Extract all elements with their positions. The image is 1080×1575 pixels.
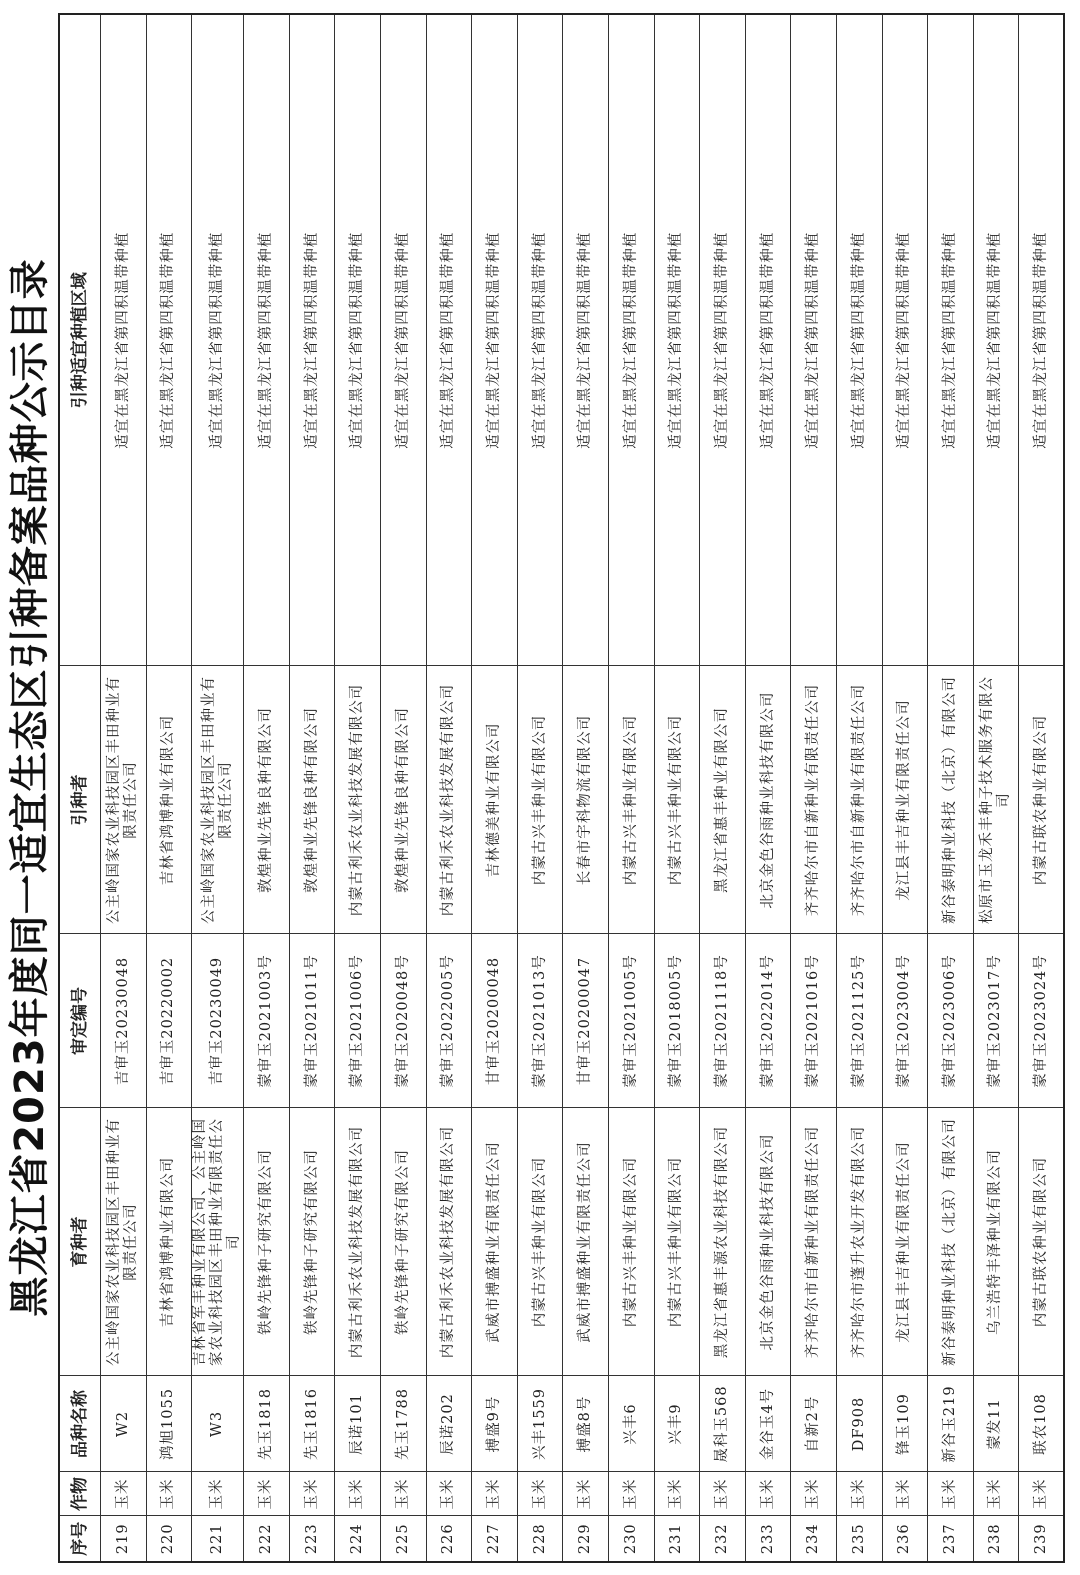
- table-row: [745, 14, 791, 1562]
- cell-region: 适宜在黑龙江省第四积温带种植: [654, 14, 700, 666]
- cell-region: 适宜在黑龙江省第四积温带种植: [928, 14, 974, 666]
- cell-code: 蒙审玉2023024号: [1019, 934, 1065, 1108]
- cell-variety: 自新2号: [791, 1376, 837, 1472]
- variety-table: [58, 13, 1065, 1563]
- header-seq: 序号: [59, 1516, 101, 1562]
- cell-code: 吉审玉20220002: [146, 934, 192, 1108]
- cell-code: 蒙审玉2021005号: [608, 934, 654, 1108]
- table-row: [146, 14, 192, 1562]
- cell-seq: 219: [101, 1516, 147, 1562]
- cell-region: 适宜在黑龙江省第四积温带种植: [608, 14, 654, 666]
- cell-seq: 237: [928, 1516, 974, 1562]
- cell-seq: 223: [289, 1516, 335, 1562]
- cell-breeder: 铁岭先锋种子研究有限公司: [380, 1108, 426, 1376]
- table-row: [654, 14, 700, 1562]
- cell-variety: 先玉1818: [244, 1376, 290, 1472]
- cell-region: 适宜在黑龙江省第四积温带种植: [791, 14, 837, 666]
- cell-seq: 229: [563, 1516, 609, 1562]
- cell-introducer: 齐齐哈尔市自新种业有限责任公司: [836, 666, 882, 934]
- cell-breeder: 武威市搏盛种业有限责任公司: [472, 1108, 518, 1376]
- cell-region: 适宜在黑龙江省第四积温带种植: [192, 14, 244, 666]
- cell-crop: 玉米: [335, 1472, 381, 1516]
- cell-region: 适宜在黑龙江省第四积温带种植: [1019, 14, 1065, 666]
- cell-breeder: 北京金色谷雨种业科技有限公司: [745, 1108, 791, 1376]
- cell-crop: 玉米: [517, 1472, 563, 1516]
- cell-seq: 230: [608, 1516, 654, 1562]
- cell-introducer: 公主岭国家农业科技园区丰田种业有限责任公司: [192, 666, 244, 934]
- cell-region: 适宜在黑龙江省第四积温带种植: [745, 14, 791, 666]
- cell-region: 适宜在黑龙江省第四积温带种植: [101, 14, 147, 666]
- cell-variety: W2: [101, 1376, 147, 1472]
- table-row: [700, 14, 746, 1562]
- cell-variety: 兴丰1559: [517, 1376, 563, 1472]
- cell-introducer: 黑龙江省惠丰种业有限公司: [700, 666, 746, 934]
- cell-code: 蒙审玉2021016号: [791, 934, 837, 1108]
- cell-introducer: 长春市宇科物流有限公司: [563, 666, 609, 934]
- cell-seq: 228: [517, 1516, 563, 1562]
- cell-seq: 224: [335, 1516, 381, 1562]
- cell-introducer: 内蒙古兴丰种业有限公司: [654, 666, 700, 934]
- cell-breeder: 齐齐哈尔市自新种业有限责任公司: [791, 1108, 837, 1376]
- table-row: [426, 14, 472, 1562]
- table-row: [973, 14, 1019, 1562]
- cell-crop: 玉米: [192, 1472, 244, 1516]
- header-breeder: 育种者: [59, 1108, 101, 1376]
- cell-code: 蒙审玉2023004号: [882, 934, 928, 1108]
- cell-breeder: 铁岭先锋种子研究有限公司: [244, 1108, 290, 1376]
- cell-introducer: 北京金色谷雨种业科技有限公司: [745, 666, 791, 934]
- cell-breeder: 乌兰浩特丰泽种业有限公司: [973, 1108, 1019, 1376]
- table-row: [472, 14, 518, 1562]
- cell-variety: 辰诺101: [335, 1376, 381, 1472]
- cell-breeder: 公主岭国家农业科技园区丰田种业有限责任公司: [101, 1108, 147, 1376]
- cell-crop: 玉米: [472, 1472, 518, 1516]
- cell-breeder: 内蒙古联农种业有限公司: [1019, 1108, 1065, 1376]
- cell-breeder: 吉林省鸿博种业有限公司: [146, 1108, 192, 1376]
- cell-seq: 239: [1019, 1516, 1065, 1562]
- cell-seq: 236: [882, 1516, 928, 1562]
- cell-seq: 226: [426, 1516, 472, 1562]
- cell-region: 适宜在黑龙江省第四积温带种植: [700, 14, 746, 666]
- table-row: [791, 14, 837, 1562]
- table-row: [380, 14, 426, 1562]
- table-row: [1019, 14, 1065, 1562]
- cell-crop: 玉米: [928, 1472, 974, 1516]
- header-variety: 品种名称: [59, 1376, 101, 1472]
- cell-region: 适宜在黑龙江省第四积温带种植: [973, 14, 1019, 666]
- cell-code: 蒙审玉2022005号: [426, 934, 472, 1108]
- cell-variety: 金谷玉4号: [745, 1376, 791, 1472]
- cell-seq: 232: [700, 1516, 746, 1562]
- cell-crop: 玉米: [791, 1472, 837, 1516]
- cell-crop: 玉米: [608, 1472, 654, 1516]
- cell-variety: DF908: [836, 1376, 882, 1472]
- cell-crop: 玉米: [973, 1472, 1019, 1516]
- cell-introducer: 内蒙古兴丰种业有限公司: [608, 666, 654, 934]
- cell-seq: 234: [791, 1516, 837, 1562]
- cell-code: 蒙审玉2020048号: [380, 934, 426, 1108]
- table-row: [608, 14, 654, 1562]
- cell-seq: 222: [244, 1516, 290, 1562]
- cell-variety: 辰诺202: [426, 1376, 472, 1472]
- cell-crop: 玉米: [101, 1472, 147, 1516]
- cell-crop: 玉米: [1019, 1472, 1065, 1516]
- cell-region: 适宜在黑龙江省第四积温带种植: [563, 14, 609, 666]
- cell-crop: 玉米: [745, 1472, 791, 1516]
- cell-variety: 先玉1788: [380, 1376, 426, 1472]
- cell-introducer: 吉林德美种业有限公司: [472, 666, 518, 934]
- table-row: [244, 14, 290, 1562]
- header-approval-code: 审定编号: [59, 934, 101, 1108]
- header-crop: 作物: [59, 1472, 101, 1516]
- table-row: [289, 14, 335, 1562]
- cell-breeder: 内蒙古兴丰种业有限公司: [608, 1108, 654, 1376]
- cell-region: 适宜在黑龙江省第四积温带种植: [472, 14, 518, 666]
- cell-introducer: 齐齐哈尔市自新种业有限责任公司: [791, 666, 837, 934]
- document-title: 黑龙江省2023年度同一适宜生态区引种备案品种公示目录: [7, 258, 53, 1317]
- cell-seq: 227: [472, 1516, 518, 1562]
- cell-breeder: 武威市搏盛种业有限责任公司: [563, 1108, 609, 1376]
- table-header: [59, 14, 101, 1562]
- cell-variety: 晟科玉568: [700, 1376, 746, 1472]
- header-introducer: 引种者: [59, 666, 101, 934]
- cell-code: 蒙审玉2021003号: [244, 934, 290, 1108]
- cell-introducer: 松原市玉龙禾丰种子技术服务有限公司: [973, 666, 1019, 934]
- cell-code: 蒙审玉2018005号: [654, 934, 700, 1108]
- cell-variety: 新谷玉219: [928, 1376, 974, 1472]
- cell-breeder: 齐齐哈尔市蓬升农业开发有限公司: [836, 1108, 882, 1376]
- cell-variety: 搏盛8号: [563, 1376, 609, 1472]
- cell-variety: 鸿旭1055: [146, 1376, 192, 1472]
- cell-variety: 联农108: [1019, 1376, 1065, 1472]
- cell-code: 蒙审玉2023006号: [928, 934, 974, 1108]
- cell-variety: 蒙发11: [973, 1376, 1019, 1472]
- table-row: [517, 14, 563, 1562]
- cell-seq: 220: [146, 1516, 192, 1562]
- cell-introducer: 内蒙古利禾农业科技发展有限公司: [335, 666, 381, 934]
- cell-breeder: 内蒙古兴丰种业有限公司: [517, 1108, 563, 1376]
- cell-code: 甘审玉20200048: [472, 934, 518, 1108]
- cell-code: 蒙审玉2023017号: [973, 934, 1019, 1108]
- table-wrapper: [58, 13, 1065, 1563]
- cell-breeder: 黑龙江省惠丰源农业科技有限公司: [700, 1108, 746, 1376]
- cell-breeder: 内蒙古利禾农业科技发展有限公司: [426, 1108, 472, 1376]
- table-row: [101, 14, 147, 1562]
- cell-seq: 231: [654, 1516, 700, 1562]
- cell-region: 适宜在黑龙江省第四积温带种植: [517, 14, 563, 666]
- cell-introducer: 内蒙古利禾农业科技发展有限公司: [426, 666, 472, 934]
- cell-code: 蒙审玉2022014号: [745, 934, 791, 1108]
- table-row: [882, 14, 928, 1562]
- cell-region: 适宜在黑龙江省第四积温带种植: [289, 14, 335, 666]
- cell-variety: 先玉1816: [289, 1376, 335, 1472]
- cell-introducer: 内蒙古联农种业有限公司: [1019, 666, 1065, 934]
- cell-seq: 225: [380, 1516, 426, 1562]
- header-region: 引种适宜种植区域: [59, 14, 101, 666]
- cell-code: 蒙审玉2021118号: [700, 934, 746, 1108]
- cell-crop: 玉米: [289, 1472, 335, 1516]
- cell-crop: 玉米: [380, 1472, 426, 1516]
- table-body: [101, 14, 1065, 1562]
- cell-crop: 玉米: [426, 1472, 472, 1516]
- cell-introducer: 敦煌种业先锋良种有限公司: [289, 666, 335, 934]
- cell-breeder: 龙江县丰吉种业有限责任公司: [882, 1108, 928, 1376]
- cell-code: 吉审玉20230049: [192, 934, 244, 1108]
- cell-variety: 搏盛9号: [472, 1376, 518, 1472]
- cell-variety: 兴丰9: [654, 1376, 700, 1472]
- cell-code: 蒙审玉2021011号: [289, 934, 335, 1108]
- cell-seq: 235: [836, 1516, 882, 1562]
- cell-introducer: 内蒙古兴丰种业有限公司: [517, 666, 563, 934]
- cell-variety: 锋玉109: [882, 1376, 928, 1472]
- cell-code: 蒙审玉2021013号: [517, 934, 563, 1108]
- cell-crop: 玉米: [882, 1472, 928, 1516]
- cell-crop: 玉米: [836, 1472, 882, 1516]
- table-row: [563, 14, 609, 1562]
- table-row: [928, 14, 974, 1562]
- cell-variety: 兴丰6: [608, 1376, 654, 1472]
- cell-region: 适宜在黑龙江省第四积温带种植: [882, 14, 928, 666]
- cell-introducer: 公主岭国家农业科技园区丰田种业有限责任公司: [101, 666, 147, 934]
- table-row: [836, 14, 882, 1562]
- cell-region: 适宜在黑龙江省第四积温带种植: [426, 14, 472, 666]
- cell-crop: 玉米: [146, 1472, 192, 1516]
- cell-introducer: 新谷泰明种业科技（北京）有限公司: [928, 666, 974, 934]
- cell-introducer: 吉林省鸿博种业有限公司: [146, 666, 192, 934]
- cell-introducer: 龙江县丰吉种业有限责任公司: [882, 666, 928, 934]
- cell-seq: 233: [745, 1516, 791, 1562]
- cell-code: 吉审玉20230048: [101, 934, 147, 1108]
- cell-introducer: 敦煌种业先锋良种有限公司: [380, 666, 426, 934]
- cell-breeder: 铁岭先锋种子研究有限公司: [289, 1108, 335, 1376]
- cell-code: 蒙审玉2021006号: [335, 934, 381, 1108]
- cell-code: 蒙审玉2021125号: [836, 934, 882, 1108]
- cell-seq: 221: [192, 1516, 244, 1562]
- cell-region: 适宜在黑龙江省第四积温带种植: [244, 14, 290, 666]
- cell-breeder: 吉林省军丰种业有限公司、公主岭国家农业科技园区丰田种业有限责任公司: [192, 1108, 244, 1376]
- cell-seq: 238: [973, 1516, 1019, 1562]
- cell-breeder: 新谷泰明种业科技（北京）有限公司: [928, 1108, 974, 1376]
- table-row: [335, 14, 381, 1562]
- cell-crop: 玉米: [244, 1472, 290, 1516]
- cell-code: 甘审玉20200047: [563, 934, 609, 1108]
- cell-breeder: 内蒙古兴丰种业有限公司: [654, 1108, 700, 1376]
- cell-crop: 玉米: [654, 1472, 700, 1516]
- cell-region: 适宜在黑龙江省第四积温带种植: [836, 14, 882, 666]
- cell-variety: W3: [192, 1376, 244, 1472]
- header-row: [59, 14, 101, 1562]
- cell-crop: 玉米: [700, 1472, 746, 1516]
- cell-region: 适宜在黑龙江省第四积温带种植: [335, 14, 381, 666]
- cell-region: 适宜在黑龙江省第四积温带种植: [380, 14, 426, 666]
- cell-introducer: 敦煌种业先锋良种有限公司: [244, 666, 290, 934]
- cell-breeder: 内蒙古利禾农业科技发展有限公司: [335, 1108, 381, 1376]
- table-row: [192, 14, 244, 1562]
- cell-region: 适宜在黑龙江省第四积温带种植: [146, 14, 192, 666]
- cell-crop: 玉米: [563, 1472, 609, 1516]
